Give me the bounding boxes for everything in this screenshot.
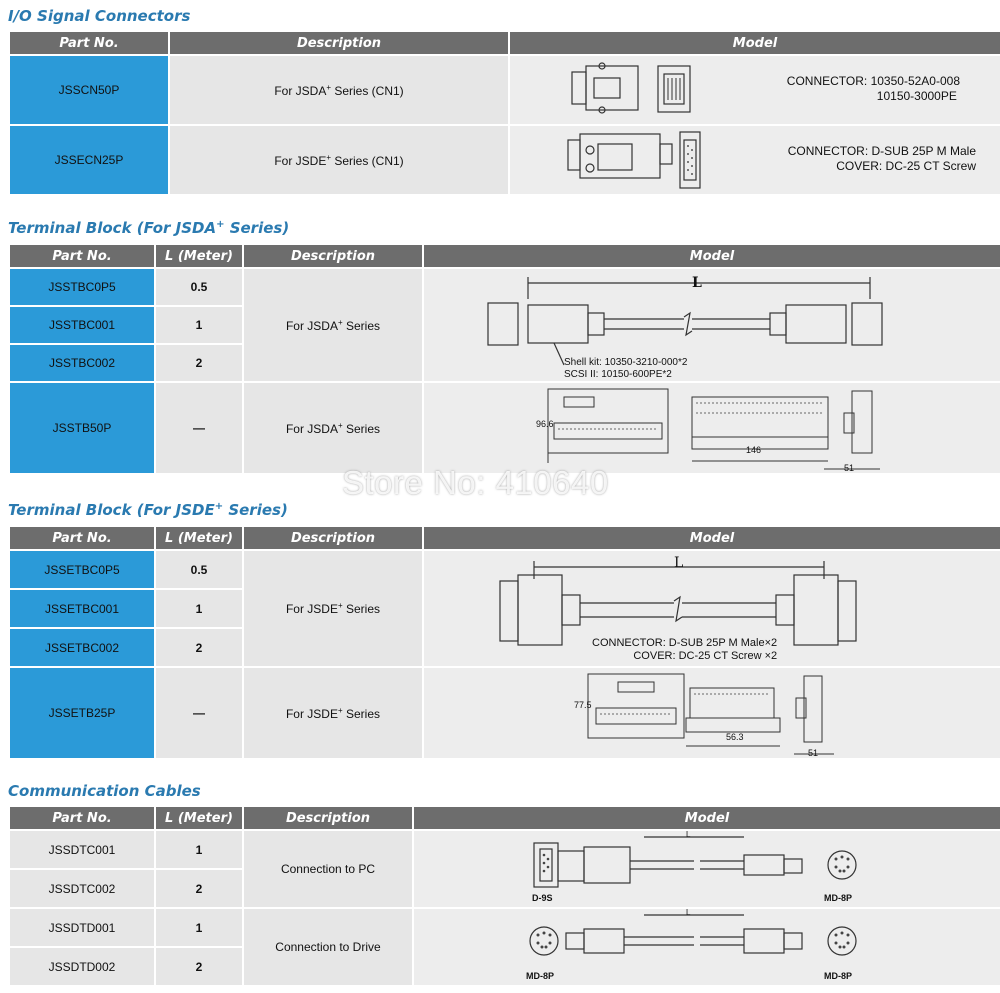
table-row xyxy=(9,550,1000,589)
header-model: Model xyxy=(413,806,1000,830)
cable-notes: Shell kit: 10350-3210-000*2 SCSI II: 10150-600PE*2 xyxy=(564,357,688,380)
header-model: Model xyxy=(509,31,1000,55)
part-number: JSSECN25P xyxy=(9,125,169,195)
length: 2 xyxy=(155,869,243,908)
io-table xyxy=(8,30,1000,196)
description: For JSDA+ Series xyxy=(243,268,423,382)
header-description: Description xyxy=(169,31,509,55)
length: 0.5 xyxy=(155,550,243,589)
table-row xyxy=(9,382,1000,474)
dimension-depth: 51 xyxy=(844,463,855,473)
part-number: JSSTBC0P5 xyxy=(9,268,155,306)
part-number: JSSTBC001 xyxy=(9,306,155,344)
length: — xyxy=(155,382,243,474)
io-section-title: I/O Signal Connectors xyxy=(8,7,191,25)
model-cell xyxy=(423,268,1000,382)
model-cell xyxy=(423,667,1000,759)
header-description: Description xyxy=(243,244,423,268)
comm-section-title: Communication Cables xyxy=(8,782,201,800)
cable-notes: CONNECTOR: D-SUB 25P M Male×2 COVER: DC-25 CT Screw ×2 xyxy=(592,637,778,662)
length: 1 xyxy=(155,908,243,947)
dimension-height: 96.6 xyxy=(536,419,554,429)
part-number: JSSETBC002 xyxy=(9,628,155,667)
part-number: JSSCN50P xyxy=(9,55,169,125)
model-description: CONNECTOR: D-SUB 25P M Male COVER: DC-25 CT Screw xyxy=(787,144,976,173)
dimension-width: 146 xyxy=(746,445,762,455)
length: 2 xyxy=(155,947,243,986)
pc-cable-drawing xyxy=(414,831,1000,907)
part-number: JSSTBC002 xyxy=(9,344,155,382)
length: 1 xyxy=(155,830,243,869)
header-length: L (Meter) xyxy=(155,526,243,550)
part-number: JSSDTD002 xyxy=(9,947,155,986)
table-row xyxy=(9,55,1000,125)
cable-length-label: L xyxy=(674,555,684,571)
header-description: Description xyxy=(243,526,423,550)
part-number: JSSETBC0P5 xyxy=(9,550,155,589)
dimension-width: 56.3 xyxy=(726,732,744,742)
store-watermark: Store No: 410640 xyxy=(342,464,609,501)
cable-length-label: L xyxy=(686,908,691,917)
terminal-block-50p-drawing xyxy=(424,383,1000,473)
model-cell xyxy=(509,125,1000,195)
table-row xyxy=(9,908,1000,947)
comm-table xyxy=(8,805,1000,987)
cable-length-label: L xyxy=(692,275,702,291)
dimension-depth: 51 xyxy=(808,748,819,758)
left-connector-label: MD-8P xyxy=(526,971,555,981)
terminal-block-25p-drawing xyxy=(424,668,1000,758)
tb-jsda-table xyxy=(8,243,1000,475)
model-description: CONNECTOR: 10350-52A0-008 10150-3000PE xyxy=(786,74,960,103)
tb-jsde-table xyxy=(8,525,1000,760)
header-model: Model xyxy=(423,526,1000,550)
part-number: JSSDTD001 xyxy=(9,908,155,947)
tb-jsda-section-title: Terminal Block (For JSDA+ Series) xyxy=(8,219,290,237)
header-description: Description xyxy=(243,806,413,830)
header-length: L (Meter) xyxy=(155,806,243,830)
length: — xyxy=(155,667,243,759)
scsi-cable-drawing xyxy=(424,269,1000,385)
header-length: L (Meter) xyxy=(155,244,243,268)
header-part-no: Part No. xyxy=(9,526,155,550)
header-part-no: Part No. xyxy=(9,806,155,830)
part-number: JSSTB50P xyxy=(9,382,155,474)
part-number: JSSDTC001 xyxy=(9,830,155,869)
length: 2 xyxy=(155,628,243,667)
drive-cable-drawing xyxy=(414,909,1000,985)
table-row xyxy=(9,268,1000,306)
table-row xyxy=(9,830,1000,869)
length: 1 xyxy=(155,589,243,628)
model-cell xyxy=(413,908,1000,986)
length: 1 xyxy=(155,306,243,344)
table-row xyxy=(9,667,1000,759)
header-part-no: Part No. xyxy=(9,244,155,268)
description: For JSDE+ Series xyxy=(243,550,423,667)
description: For JSDA+ Series xyxy=(243,382,423,474)
part-number: JSSDTC002 xyxy=(9,869,155,908)
right-connector-label: MD-8P xyxy=(824,971,853,981)
length: 0.5 xyxy=(155,268,243,306)
description: For JSDE+ Series (CN1) xyxy=(169,125,509,195)
header-model: Model xyxy=(423,244,1000,268)
description: For JSDA+ Series (CN1) xyxy=(169,55,509,125)
description: Connection to Drive xyxy=(243,908,413,986)
model-cell xyxy=(423,382,1000,474)
description: For JSDE+ Series xyxy=(243,667,423,759)
cable-length-label: L xyxy=(686,830,691,839)
table-row xyxy=(9,125,1000,195)
dimension-height: 77.5 xyxy=(574,700,592,710)
model-cell xyxy=(509,55,1000,125)
model-cell xyxy=(413,830,1000,908)
right-connector-label: MD-8P xyxy=(824,893,853,903)
part-number: JSSETBC001 xyxy=(9,589,155,628)
length: 2 xyxy=(155,344,243,382)
tb-jsde-section-title: Terminal Block (For JSDE+ Series) xyxy=(8,501,288,519)
left-connector-label: D-9S xyxy=(532,893,553,903)
header-part-no: Part No. xyxy=(9,31,169,55)
part-number: JSSETB25P xyxy=(9,667,155,759)
description: Connection to PC xyxy=(243,830,413,908)
model-cell xyxy=(423,550,1000,667)
